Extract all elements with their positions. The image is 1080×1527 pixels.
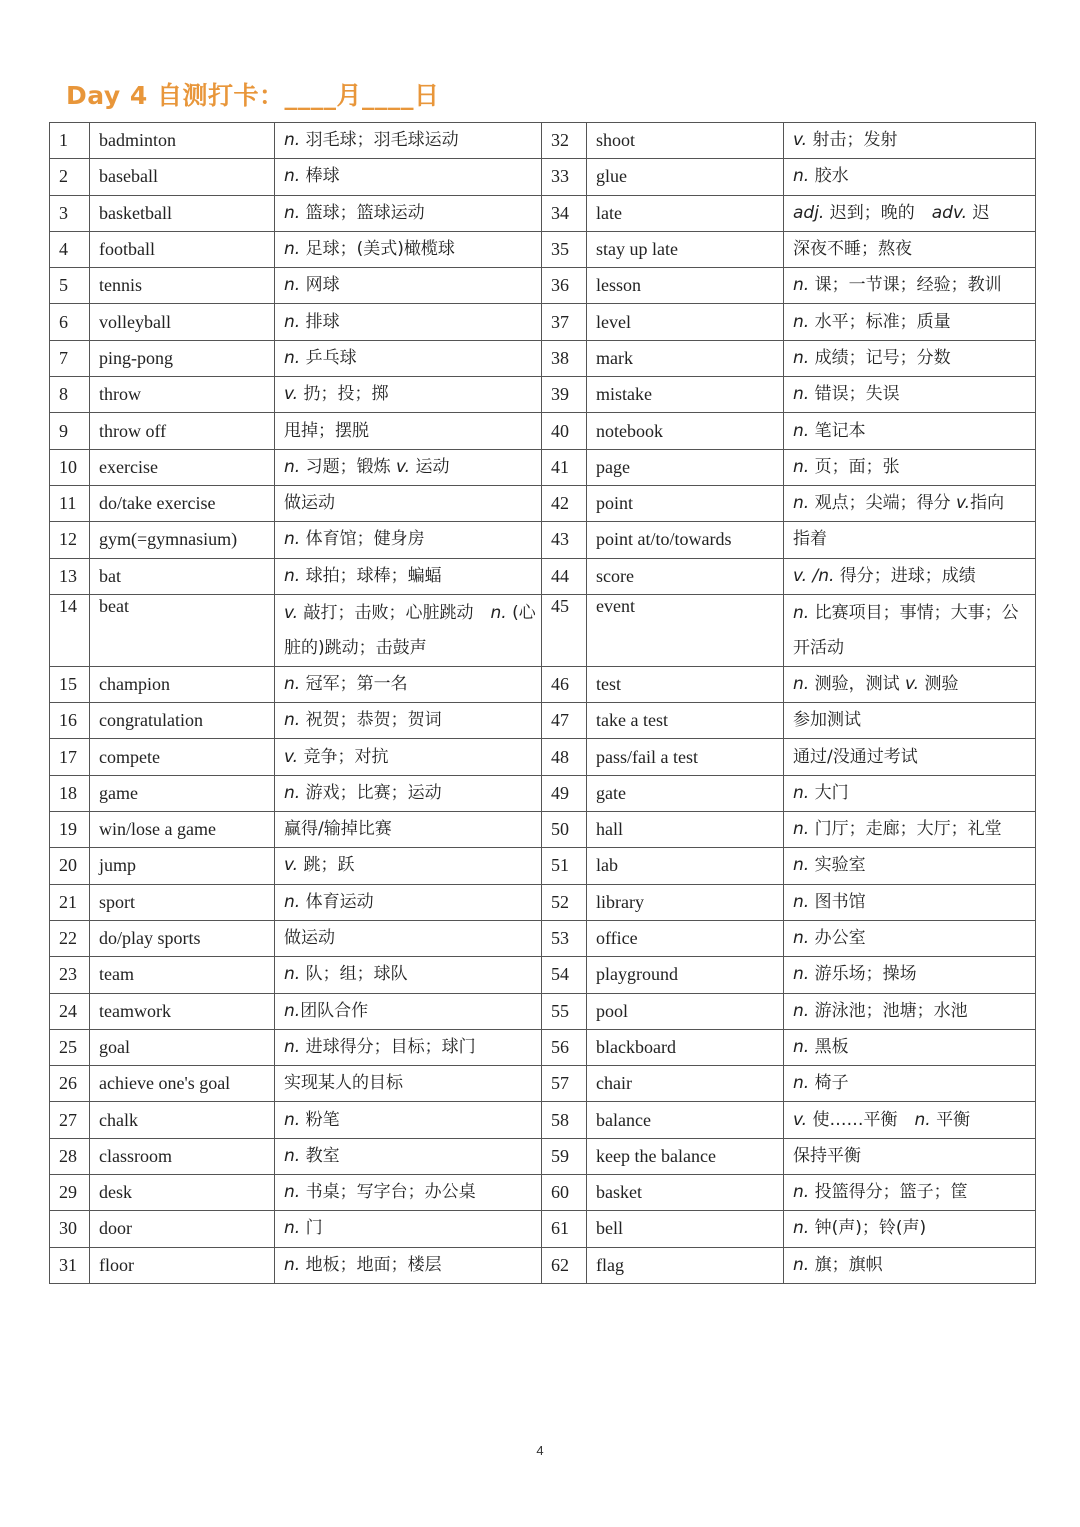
part-of-speech: n. — [793, 1254, 810, 1275]
part-of-speech: v. /n. — [793, 565, 835, 586]
entry-number: 26 — [50, 1066, 90, 1102]
entry-number: 32 — [542, 123, 587, 159]
entry-meaning: v. 跳；跃 — [275, 848, 542, 884]
entry-number: 61 — [542, 1211, 587, 1247]
entry-meaning: n. 祝贺；恭贺；贺词 — [275, 703, 542, 739]
part-of-speech: n. — [793, 928, 810, 949]
entry-number: 22 — [50, 920, 90, 956]
entry-meaning: n. 冠军；第一名 — [275, 666, 542, 702]
part-of-speech: n. — [793, 275, 810, 296]
entry-word: champion — [90, 666, 275, 702]
entry-number: 25 — [50, 1029, 90, 1065]
part-of-speech: n. — [793, 311, 810, 332]
part-of-speech: n. — [284, 529, 301, 550]
entry-meaning: v. 竞争；对抗 — [275, 739, 542, 775]
entry-word: stay up late — [587, 231, 784, 267]
entry-meaning: v. 射击；发射 — [784, 123, 1036, 159]
entry-word: throw — [90, 377, 275, 413]
entry-number: 51 — [542, 848, 587, 884]
table-row — [50, 268, 1036, 304]
entry-meaning: n. 进球得分；目标；球门 — [275, 1029, 542, 1065]
entry-word: goal — [90, 1029, 275, 1065]
entry-meaning: n. 游戏；比赛；运动 — [275, 775, 542, 811]
entry-number: 14 — [50, 594, 90, 666]
entry-meaning: n. 体育运动 — [275, 884, 542, 920]
part-of-speech: n. — [284, 674, 301, 694]
table-row — [50, 957, 1036, 993]
entry-number: 29 — [50, 1175, 90, 1211]
entry-meaning: n. 椅子 — [784, 1066, 1036, 1102]
entry-meaning: n. 大门 — [784, 775, 1036, 811]
part-of-speech: n. — [284, 130, 301, 151]
entry-word: sport — [90, 884, 275, 920]
entry-meaning: 通过/没通过考试 — [784, 739, 1036, 775]
entry-number: 41 — [542, 449, 587, 485]
entry-word: team — [90, 957, 275, 993]
entry-meaning: 赢得/输掉比赛 — [275, 812, 542, 848]
entry-number: 28 — [50, 1138, 90, 1174]
part-of-speech: n. — [793, 674, 810, 694]
entry-number: 33 — [542, 159, 587, 195]
entry-word: basketball — [90, 195, 275, 231]
entry-number: 15 — [50, 666, 90, 702]
entry-word: door — [90, 1211, 275, 1247]
entry-meaning: n.团队合作 — [275, 993, 542, 1029]
entry-meaning: n. 笔记本 — [784, 413, 1036, 449]
entry-word: jump — [90, 848, 275, 884]
entry-number: 49 — [542, 775, 587, 811]
entry-word: lab — [587, 848, 784, 884]
table-row — [50, 558, 1036, 594]
table-row — [50, 920, 1036, 956]
entry-number: 39 — [542, 377, 587, 413]
entry-meaning: n. 门 — [275, 1211, 542, 1247]
entry-word: throw off — [90, 413, 275, 449]
entry-meaning: n. 队；组；球队 — [275, 957, 542, 993]
entry-number: 55 — [542, 993, 587, 1029]
entry-number: 47 — [542, 703, 587, 739]
entry-word: shoot — [587, 123, 784, 159]
table-row — [50, 340, 1036, 376]
part-of-speech: n. — [284, 202, 301, 223]
entry-word: mark — [587, 340, 784, 376]
part-of-speech: n. — [284, 1000, 301, 1021]
entry-word: balance — [587, 1102, 784, 1138]
part-of-speech: n. — [284, 1254, 301, 1275]
entry-meaning: n. 比赛项目；事情；大事；公开活动 — [784, 594, 1036, 666]
table-row — [50, 812, 1036, 848]
part-of-speech: n. — [793, 1036, 810, 1057]
part-of-speech: adv. — [931, 202, 968, 223]
entry-meaning: n. 办公室 — [784, 920, 1036, 956]
entry-number: 50 — [542, 812, 587, 848]
entry-number: 24 — [50, 993, 90, 1029]
entry-meaning: n. 旗；旗帜 — [784, 1247, 1036, 1283]
table-row — [50, 775, 1036, 811]
table-row — [50, 739, 1036, 775]
table-row — [50, 1247, 1036, 1283]
entry-word: page — [587, 449, 784, 485]
entry-number: 37 — [542, 304, 587, 340]
vocabulary-table — [49, 122, 1036, 1284]
entry-word: library — [587, 884, 784, 920]
entry-word: bat — [90, 558, 275, 594]
part-of-speech: n. — [793, 602, 810, 623]
table-row — [50, 159, 1036, 195]
entry-meaning: v. /n. 得分；进球；成绩 — [784, 558, 1036, 594]
entry-number: 30 — [50, 1211, 90, 1247]
entry-meaning: n. 教室 — [275, 1138, 542, 1174]
entry-word: baseball — [90, 159, 275, 195]
entry-number: 2 — [50, 159, 90, 195]
entry-number: 62 — [542, 1247, 587, 1283]
part-of-speech: n. — [284, 347, 301, 368]
entry-number: 18 — [50, 775, 90, 811]
entry-word: keep the balance — [587, 1138, 784, 1174]
entry-word: office — [587, 920, 784, 956]
entry-word: do/play sports — [90, 920, 275, 956]
table-row — [50, 195, 1036, 231]
entry-meaning: n. 习题；锻炼 v. 运动 — [275, 449, 542, 485]
entry-number: 21 — [50, 884, 90, 920]
entry-meaning: v. 敲打；击败；心脏跳动 n. (心脏的)跳动；击鼓声 — [275, 594, 542, 666]
entry-meaning: n. 观点；尖端；得分 v.指向 — [784, 485, 1036, 521]
entry-number: 57 — [542, 1066, 587, 1102]
table-row — [50, 123, 1036, 159]
entry-word: floor — [90, 1247, 275, 1283]
part-of-speech: n. — [284, 239, 301, 260]
part-of-speech: adj. — [793, 202, 825, 223]
part-of-speech: n. — [793, 493, 810, 514]
entry-word: desk — [90, 1175, 275, 1211]
entry-word: lesson — [587, 268, 784, 304]
entry-word: classroom — [90, 1138, 275, 1174]
entry-number: 20 — [50, 848, 90, 884]
entry-word: ping-pong — [90, 340, 275, 376]
part-of-speech: n. — [793, 420, 810, 441]
entry-number: 58 — [542, 1102, 587, 1138]
table-row — [50, 703, 1036, 739]
part-of-speech: v. — [793, 1109, 808, 1130]
entry-meaning: 指着 — [784, 522, 1036, 558]
entry-word: do/take exercise — [90, 485, 275, 521]
entry-number: 46 — [542, 666, 587, 702]
entry-word: beat — [90, 594, 275, 666]
part-of-speech: n. — [284, 964, 301, 985]
part-of-speech: n. — [284, 1109, 301, 1130]
entry-meaning: n. 足球；(美式)橄榄球 — [275, 231, 542, 267]
entry-number: 36 — [542, 268, 587, 304]
entry-meaning: n. 排球 — [275, 304, 542, 340]
part-of-speech: v. — [284, 384, 299, 405]
entry-word: compete — [90, 739, 275, 775]
part-of-speech: n. — [284, 275, 301, 296]
entry-meaning: n. 乒乓球 — [275, 340, 542, 376]
entry-meaning: n. 黑板 — [784, 1029, 1036, 1065]
part-of-speech: v. — [905, 674, 920, 694]
entry-word: point — [587, 485, 784, 521]
part-of-speech: n. — [284, 1218, 301, 1239]
entry-number: 45 — [542, 594, 587, 666]
table-row — [50, 377, 1036, 413]
entry-word: exercise — [90, 449, 275, 485]
table-row — [50, 522, 1036, 558]
entry-word: congratulation — [90, 703, 275, 739]
table-row — [50, 449, 1036, 485]
entry-number: 48 — [542, 739, 587, 775]
entry-number: 8 — [50, 377, 90, 413]
entry-meaning: n. 书桌；写字台；办公桌 — [275, 1175, 542, 1211]
entry-number: 13 — [50, 558, 90, 594]
entry-number: 56 — [542, 1029, 587, 1065]
part-of-speech: n. — [284, 782, 301, 803]
entry-word: game — [90, 775, 275, 811]
entry-number: 54 — [542, 957, 587, 993]
part-of-speech: n. — [793, 819, 810, 840]
entry-number: 40 — [542, 413, 587, 449]
part-of-speech: n. — [793, 782, 810, 803]
part-of-speech: n. — [490, 602, 507, 623]
page-number: 4 — [536, 1443, 544, 1458]
table-row — [50, 1138, 1036, 1174]
entry-word: achieve one's goal — [90, 1066, 275, 1102]
entry-meaning: 甩掉；摆脱 — [275, 413, 542, 449]
table-row — [50, 666, 1036, 702]
entry-word: late — [587, 195, 784, 231]
entry-meaning: n. 游乐场；操场 — [784, 957, 1036, 993]
entry-number: 35 — [542, 231, 587, 267]
entry-word: volleyball — [90, 304, 275, 340]
entry-word: pool — [587, 993, 784, 1029]
entry-number: 16 — [50, 703, 90, 739]
table-row — [50, 1211, 1036, 1247]
table-row — [50, 413, 1036, 449]
entry-word: chalk — [90, 1102, 275, 1138]
table-row — [50, 884, 1036, 920]
entry-meaning: n. 错误；失误 — [784, 377, 1036, 413]
entry-word: badminton — [90, 123, 275, 159]
part-of-speech: n. — [793, 855, 810, 876]
vocabulary-table-body — [50, 123, 1036, 1284]
entry-number: 11 — [50, 485, 90, 521]
entry-meaning: 深夜不睡；熬夜 — [784, 231, 1036, 267]
entry-number: 5 — [50, 268, 90, 304]
entry-number: 4 — [50, 231, 90, 267]
entry-meaning: n. 地板；地面；楼层 — [275, 1247, 542, 1283]
entry-number: 19 — [50, 812, 90, 848]
part-of-speech: v. — [793, 130, 808, 151]
part-of-speech: n. — [284, 1145, 301, 1166]
entry-word: playground — [587, 957, 784, 993]
part-of-speech: n. — [914, 1109, 931, 1130]
table-row — [50, 1175, 1036, 1211]
entry-number: 9 — [50, 413, 90, 449]
entry-meaning: n. 篮球；篮球运动 — [275, 195, 542, 231]
entry-word: level — [587, 304, 784, 340]
entry-number: 43 — [542, 522, 587, 558]
part-of-speech: v. — [284, 855, 299, 876]
part-of-speech: v. — [956, 493, 971, 514]
entry-number: 27 — [50, 1102, 90, 1138]
table-row — [50, 304, 1036, 340]
part-of-speech: n. — [284, 311, 301, 332]
entry-word: take a test — [587, 703, 784, 739]
entry-word: test — [587, 666, 784, 702]
entry-meaning: n. 胶水 — [784, 159, 1036, 195]
entry-meaning: 做运动 — [275, 920, 542, 956]
table-row — [50, 231, 1036, 267]
entry-word: win/lose a game — [90, 812, 275, 848]
table-row — [50, 848, 1036, 884]
part-of-speech: n. — [284, 1182, 301, 1203]
part-of-speech: n. — [793, 1073, 810, 1094]
entry-word: score — [587, 558, 784, 594]
entry-meaning: n. 图书馆 — [784, 884, 1036, 920]
entry-meaning: n. 网球 — [275, 268, 542, 304]
entry-meaning: v. 扔；投；掷 — [275, 377, 542, 413]
entry-number: 1 — [50, 123, 90, 159]
entry-number: 59 — [542, 1138, 587, 1174]
entry-number: 34 — [542, 195, 587, 231]
entry-number: 52 — [542, 884, 587, 920]
entry-meaning: n. 成绩；记号；分数 — [784, 340, 1036, 376]
entry-meaning: n. 体育馆；健身房 — [275, 522, 542, 558]
entry-word: mistake — [587, 377, 784, 413]
entry-meaning: 保持平衡 — [784, 1138, 1036, 1174]
part-of-speech: n. — [284, 456, 301, 477]
entry-meaning: n. 粉笔 — [275, 1102, 542, 1138]
table-row — [50, 485, 1036, 521]
part-of-speech: n. — [284, 710, 301, 731]
entry-meaning: 做运动 — [275, 485, 542, 521]
entry-word: glue — [587, 159, 784, 195]
entry-word: gym(=gymnasium) — [90, 522, 275, 558]
part-of-speech: n. — [793, 964, 810, 985]
entry-word: point at/to/towards — [587, 522, 784, 558]
entry-meaning: v. 使……平衡 n. 平衡 — [784, 1102, 1036, 1138]
entry-meaning: n. 游泳池；池塘；水池 — [784, 993, 1036, 1029]
part-of-speech: n. — [793, 1218, 810, 1239]
entry-meaning: n. 测验，测试 v. 测验 — [784, 666, 1036, 702]
part-of-speech: v. — [284, 602, 299, 623]
table-row — [50, 1066, 1036, 1102]
entry-word: football — [90, 231, 275, 267]
entry-word: basket — [587, 1175, 784, 1211]
entry-meaning: adj. 迟到；晚的 adv. 迟 — [784, 195, 1036, 231]
entry-number: 12 — [50, 522, 90, 558]
entry-meaning: n. 门厅；走廊；大厅；礼堂 — [784, 812, 1036, 848]
entry-meaning: n. 实验室 — [784, 848, 1036, 884]
entry-number: 10 — [50, 449, 90, 485]
part-of-speech: n. — [793, 384, 810, 405]
entry-number: 60 — [542, 1175, 587, 1211]
entry-number: 31 — [50, 1247, 90, 1283]
entry-word: blackboard — [587, 1029, 784, 1065]
part-of-speech: n. — [793, 1000, 810, 1021]
entry-word: bell — [587, 1211, 784, 1247]
entry-meaning: n. 羽毛球；羽毛球运动 — [275, 123, 542, 159]
part-of-speech: n. — [793, 347, 810, 368]
entry-meaning: n. 投篮得分；篮子；筐 — [784, 1175, 1036, 1211]
entry-word: tennis — [90, 268, 275, 304]
part-of-speech: n. — [793, 891, 810, 912]
table-row — [50, 993, 1036, 1029]
part-of-speech: n. — [793, 1182, 810, 1203]
part-of-speech: n. — [284, 565, 301, 586]
entry-word: notebook — [587, 413, 784, 449]
entry-number: 23 — [50, 957, 90, 993]
part-of-speech: v. — [284, 746, 299, 767]
entry-meaning: n. 课；一节课；经验；教训 — [784, 268, 1036, 304]
entry-number: 42 — [542, 485, 587, 521]
entry-word: gate — [587, 775, 784, 811]
entry-number: 3 — [50, 195, 90, 231]
entry-meaning: n. 球拍；球棒；蝙蝠 — [275, 558, 542, 594]
entry-number: 38 — [542, 340, 587, 376]
entry-word: event — [587, 594, 784, 666]
entry-word: pass/fail a test — [587, 739, 784, 775]
entry-meaning: n. 棒球 — [275, 159, 542, 195]
table-row — [50, 594, 1036, 666]
part-of-speech: v. — [396, 456, 411, 477]
entry-number: 44 — [542, 558, 587, 594]
entry-number: 17 — [50, 739, 90, 775]
entry-meaning: 实现某人的目标 — [275, 1066, 542, 1102]
entry-word: chair — [587, 1066, 784, 1102]
entry-meaning: n. 钟(声)；铃(声) — [784, 1211, 1036, 1247]
entry-number: 6 — [50, 304, 90, 340]
table-row — [50, 1102, 1036, 1138]
table-row — [50, 1029, 1036, 1065]
part-of-speech: n. — [284, 891, 301, 912]
entry-word: teamwork — [90, 993, 275, 1029]
entry-meaning: 参加测试 — [784, 703, 1036, 739]
part-of-speech: n. — [793, 456, 810, 477]
entry-number: 53 — [542, 920, 587, 956]
part-of-speech: n. — [284, 1036, 301, 1057]
entry-word: flag — [587, 1247, 784, 1283]
entry-word: hall — [587, 812, 784, 848]
page-title: Day 4 自测打卡：____月____日 — [66, 81, 440, 110]
entry-number: 7 — [50, 340, 90, 376]
entry-meaning: n. 水平；标准；质量 — [784, 304, 1036, 340]
part-of-speech: n. — [284, 166, 301, 187]
part-of-speech: n. — [793, 166, 810, 187]
entry-meaning: n. 页；面；张 — [784, 449, 1036, 485]
